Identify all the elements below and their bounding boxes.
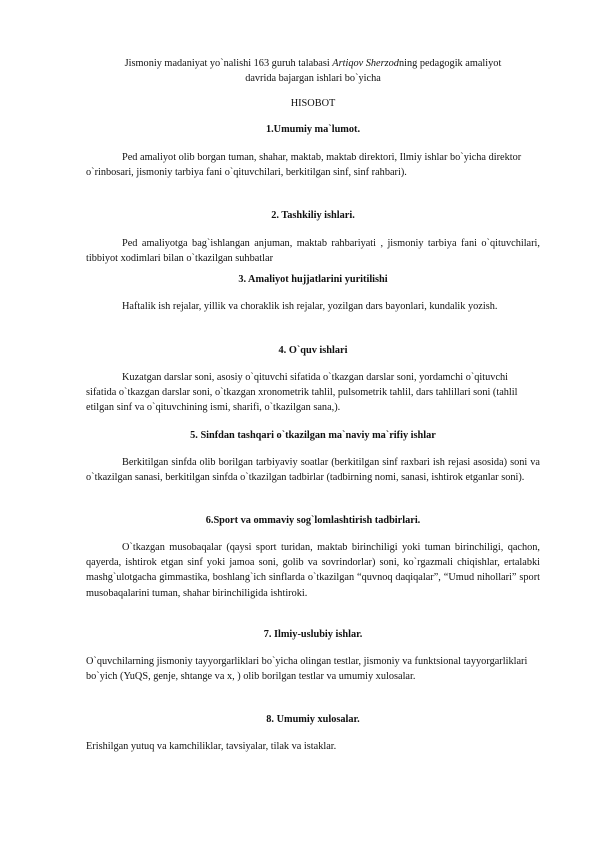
section-5-text: Berkitilgan sinfda olib borilgan tarbiyaviy soatlar (berkitilgan sinf raxbari ish rejasi asosida) soni va o`tkazilgan sanasi, berkitilgan sinfda o`tkazilgan tadbirlar (tadbirning nomi, sanasi, ishtirok etganlar soni). [86, 457, 540, 484]
student-name: Artiqov Sherzod [332, 58, 399, 69]
section-6-text: O`tkazgan musobaqalar (qaysi sport turidan, maktab birinchiligi yoki tuman birinchiligi, qachon, qayerda, ishtirok etgan sinf yoki jamoa soni, golib va sovrindorlar) soni, ko`rgazmali chiqishlar, ertalabki mashg`ulotgacha gimmastika, boshlang`ich sinflarda o`tkazilgan “quvnoq daqiqalar”, “Umud nihollari” sport musobaqalarini tuman, shahar birinchiligida ishtiroki. [86, 542, 540, 599]
section-7-text: O`quvchilarning jismoniy tayyorgarliklari bo`yicha olingan testlar, jismoniy va funktsional tayyorgarliklari bo`yich (YuQS, genje, shtange va x, ) olib borilgan testlar va umumiy xulosalar. [86, 656, 528, 683]
section-1-text: Ped amaliyot olib borgan tuman, shahar, maktab, maktab direktori, Ilmiy ishlar bo`yicha direktor o`rinbosari, jismoniy tarbiya fani o`qituvchilari, berkitilgan sinf, sinf rahbari). [86, 152, 522, 179]
section-6-heading: 6.Sport va ommaviy sog`lomlashtirish tadbirlari. [205, 515, 421, 526]
section-5-heading: 5. Sinfdan tashqari o`tkazilgan ma`naviy ma`rifiy ishlar [190, 430, 436, 441]
header-line-2: davrida bajargan ishlari bo`yicha [245, 73, 381, 85]
section-4-heading: 4. O`quv ishlari [278, 345, 348, 356]
section-3-heading: 3. Amaliyot hujjatlarini yuritilishi [238, 274, 388, 285]
section-8-text: Erishilgan yutuq va kamchiliklar, tavsiyalar, tilak va istaklar. [86, 741, 337, 752]
document-header [86, 56, 540, 86]
header-line-1 [86, 56, 540, 71]
section-2-heading: 2. Tashkiliy ishlari. [271, 210, 355, 221]
header-line-1-start: Jismoniy madaniyat yo`nalishi 163 guruh talabasi [124, 58, 333, 69]
report-title: HISOBOT [290, 98, 336, 109]
section-2-text: Ped amaliyotga bag`ishlangan anjuman, maktab rahbariyati , jismoniy tarbiya fani o`qituvchilari, tibbiyot xodimlari bilan o`tkazilgan suhbatlar [86, 238, 540, 265]
section-4-text: Kuzatgan darslar soni, asosiy o`qituvchi sifatida o`tkazgan darslar soni, yordamchi o`qituvchi sifatida o`tkazgan darslar soni, o`tkazgan xronometrik tahlil, pulsometrik tahlil, dars tahlillari soni (tahlil etilgan sinf va o`qituvchining ismi, sharifi, o`tkazilgan sana,). [86, 372, 518, 414]
section-3-text: Haftalik ish rejalar, yillik va choraklik ish rejalar, yozilgan dars bayonlari, kundalik yozish. [122, 301, 498, 312]
section-7-heading: 7. Ilmiy-uslubiy ishlar. [263, 629, 363, 640]
section-1-heading: 1.Umumiy ma`lumot. [265, 124, 361, 135]
section-8-heading: 8. Umumiy xulosalar. [266, 714, 360, 725]
header-line-1-end: ning pedagogik amaliyot [398, 58, 502, 69]
